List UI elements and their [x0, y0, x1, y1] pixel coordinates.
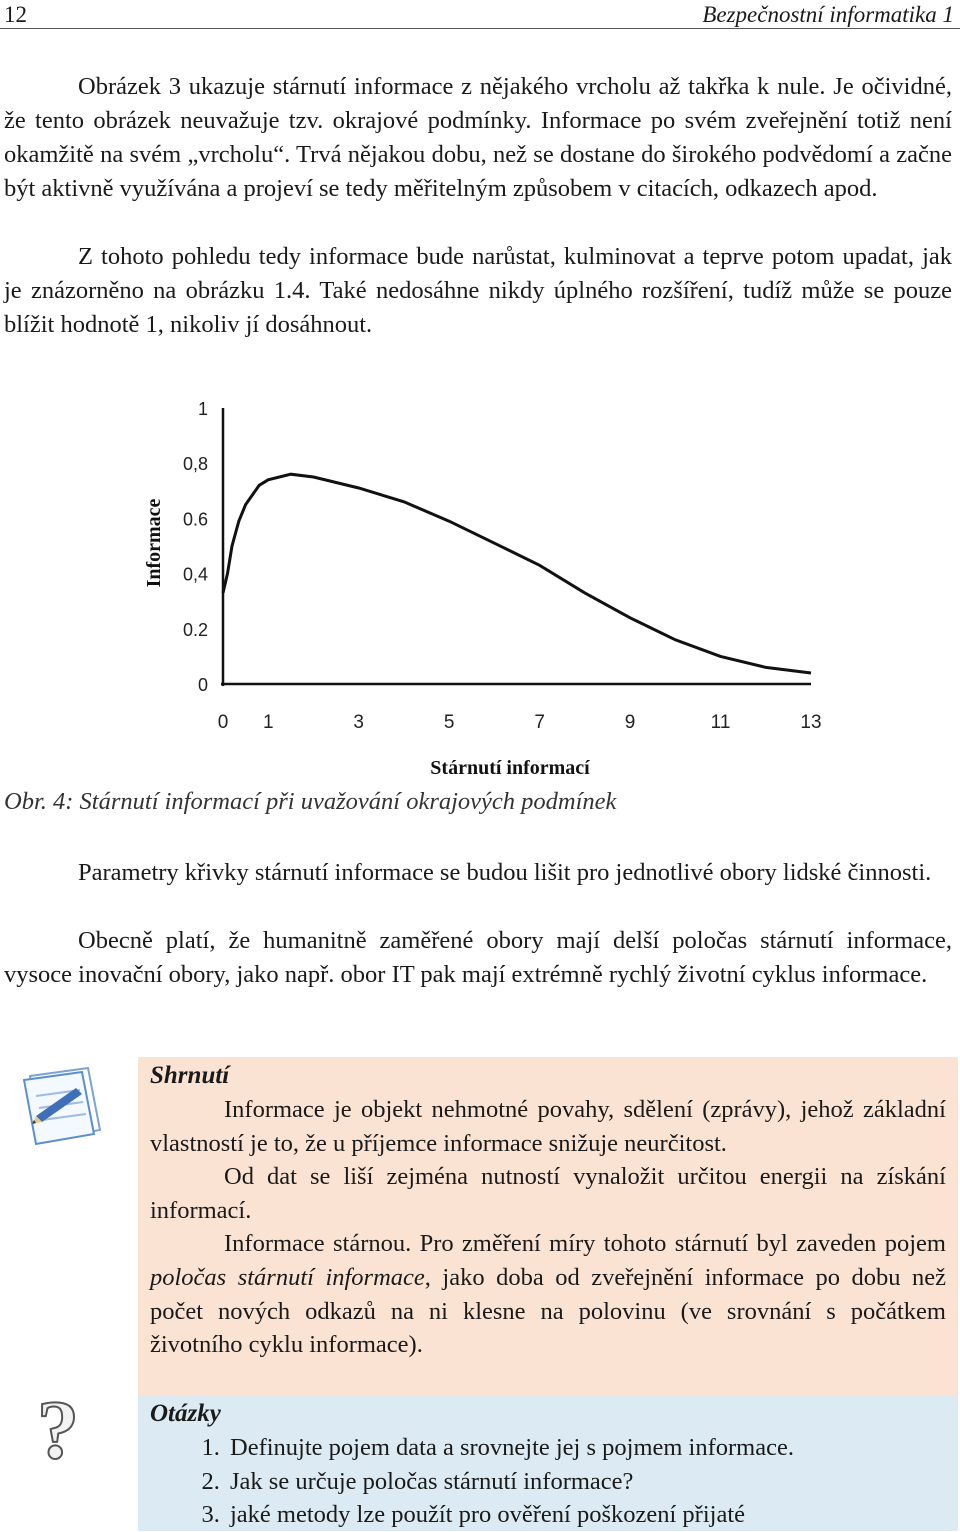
- svg-text:?: ?: [37, 1392, 79, 1476]
- questions-heading: Otázky: [150, 1400, 221, 1427]
- question-item: 2. Jak se určuje poločas stárnutí informace?: [226, 1465, 946, 1499]
- questions-box: [138, 1395, 958, 1531]
- y-tick-label: 0.6: [182, 509, 208, 530]
- y-tick-label: 0,4: [182, 564, 208, 585]
- x-tick-label: 9: [624, 712, 636, 733]
- x-tick-label: 1: [262, 712, 274, 733]
- summary-paragraph-2: Od dat se liší zejména nutností vynaložit určitou energii na získání informací.: [150, 1163, 946, 1224]
- questions-list: [150, 1431, 946, 1532]
- summary-heading: Shrnutí: [150, 1062, 230, 1089]
- x-tick-label: 3: [353, 712, 364, 733]
- half-life-term: poločas stárnutí informace: [150, 1263, 425, 1291]
- y-tick-label: 0,8: [182, 454, 208, 475]
- question-mark-icon: [30, 1392, 86, 1476]
- summary-paragraph-3: [150, 1227, 946, 1361]
- information-aging-chart: [130, 388, 830, 783]
- x-tick-label: 5: [443, 712, 455, 733]
- paragraph-4: Obecně platí, že humanitně zaměřené obory mají delší poločas stárnutí informace, vysoce inovační obory, jako např. obor IT pak mají extrémně rychlý životní cyklus informace.: [4, 927, 952, 988]
- summary-text: Informace stárnou. Pro změření míry tohoto stárnutí byl zaveden pojem: [224, 1230, 946, 1258]
- figure-caption: Obr. 4: Stárnutí informací při uvažování okrajových podmínek: [4, 788, 617, 815]
- chart-axes: [221, 408, 811, 686]
- y-tick-label: 0.2: [182, 619, 208, 640]
- y-tick-labels: [183, 399, 208, 695]
- summary-paragraph-1: Informace je objekt nehmotné povahy, sdělení (zprávy), jehož základní vlastností je to, že u příjemce informace snižuje neurčitost.: [150, 1096, 946, 1157]
- x-tick-labels: [218, 712, 822, 733]
- question-item: 3. jaké metody lze použít pro ověření poškození přijaté: [226, 1498, 946, 1532]
- x-tick-label: 13: [800, 712, 822, 733]
- summary-box: [138, 1057, 958, 1395]
- y-tick-label: 0: [197, 675, 208, 695]
- paragraph-3: Parametry křivky stárnutí informace se budou lišit pro jednotlivé obory lidské činnosti.: [78, 859, 932, 886]
- notepad-pencil-icon: [10, 1058, 110, 1154]
- book-title: Bezpečnostní informatika 1: [702, 2, 954, 27]
- paragraph-2: Z tohoto pohledu tedy informace bude narůstat, kulminovat a teprve potom upadat, jak je znázorněno na obrázku 1.4. Také nedosáhne nikdy úplného rozšíření, tudíž může se pouze blížit hodnotě 1, nikoliv jí dosáhnout.: [4, 243, 952, 338]
- x-tick-label: 0: [217, 712, 229, 733]
- x-tick-label: 11: [710, 712, 731, 733]
- x-axis-label: Stárnutí informací: [430, 757, 590, 779]
- y-tick-label: 1: [197, 399, 208, 419]
- series-line: [223, 474, 811, 673]
- paragraph-1: Obrázek 3 ukazuje stárnutí informace z nějakého vrcholu až takřka k nule. Je očividné, že tento obrázek neuvažuje tzv. okrajové podmínky. Informace po svém zveřejnění totiž není okamžitě na svém „vrcholu“. Trvá nějakou dobu, než se dostane do širokého podvědomí a začne být aktivně využívána a projeví se tedy měřitelným způsobem v citacích, odkazech apod.: [4, 73, 952, 202]
- page-header: [0, 0, 960, 29]
- summary-text: , jako doba od zveřejnění informace po dobu než počet nových odkazů na ni klesne na polovinu (ve srovnání s počátkem životního cyklu informace).: [150, 1263, 946, 1359]
- question-item: 1. Definujte pojem data a srovnejte jej s pojmem informace.: [226, 1431, 946, 1465]
- y-axis-label: Informace: [143, 498, 165, 588]
- page-number: 12: [4, 2, 27, 27]
- x-tick-label: 7: [534, 712, 545, 733]
